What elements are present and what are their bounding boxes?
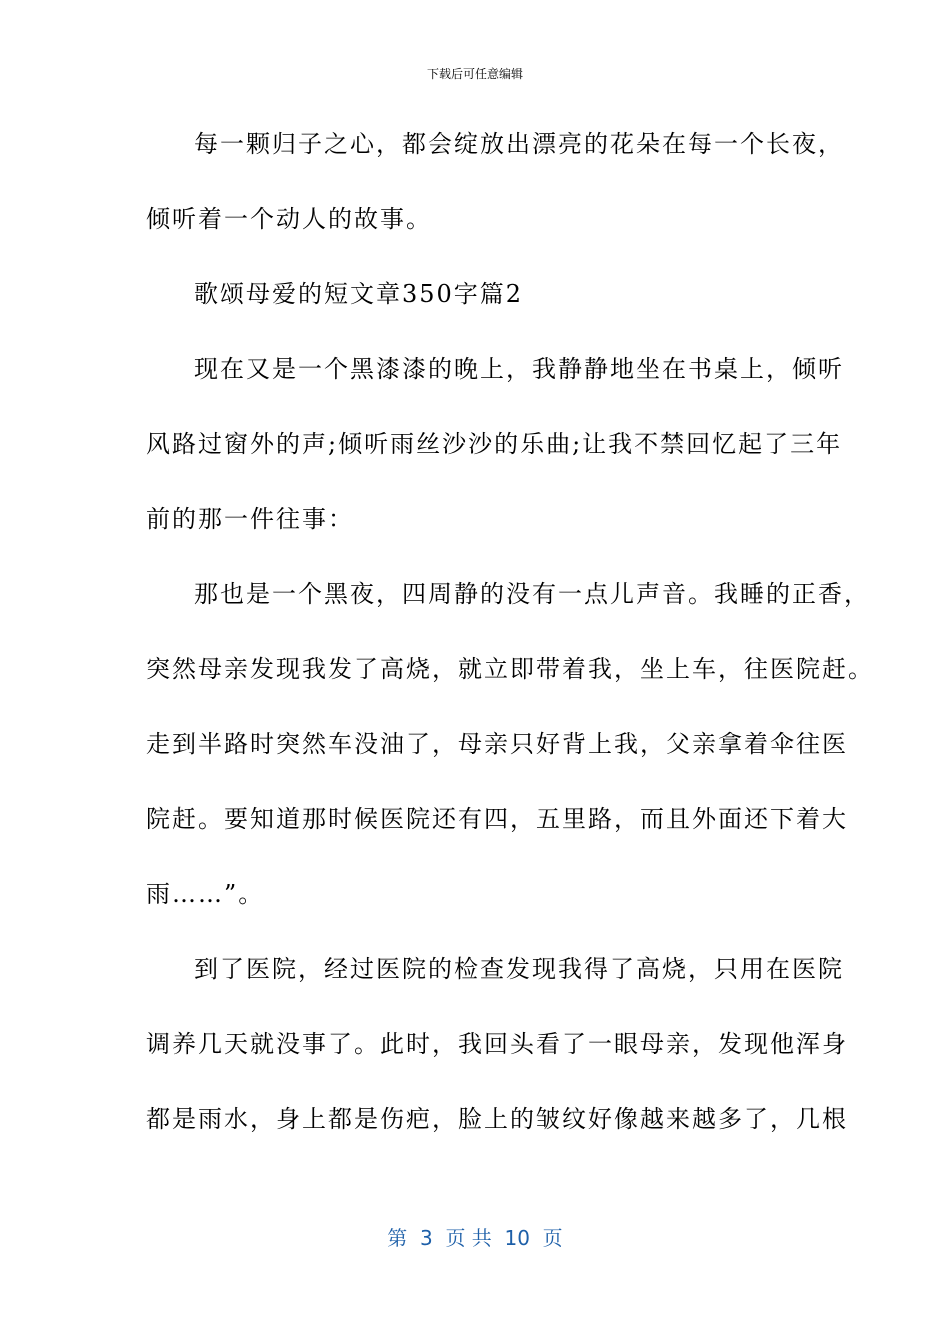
section-heading: 歌颂母爱的短文章350字篇2 bbox=[194, 280, 524, 308]
paragraph-line: 前的那一件往事： bbox=[146, 505, 354, 533]
body-text bbox=[146, 126, 874, 1176]
paragraph-line: 风路过窗外的声;倾听雨丝沙沙的乐曲;让我不禁回忆起了三年 bbox=[146, 430, 843, 458]
paragraph-line: 调养几天就没事了。此时，我回头看了一眼母亲，发现他浑身 bbox=[146, 1030, 848, 1058]
page-number-footer: 第 3 页 共 10 页 bbox=[387, 1226, 563, 1250]
paragraph-line: 走到半路时突然车没油了，母亲只好背上我，父亲拿着伞往医 bbox=[146, 730, 848, 758]
paragraph-line: 现在又是一个黑漆漆的晚上，我静静地坐在书桌上，倾听 bbox=[194, 355, 844, 383]
paragraph-line: 那也是一个黑夜，四周静的没有一点儿声音。我睡的正香， bbox=[194, 580, 870, 608]
paragraph-line: 院赶。要知道那时候医院还有四，五里路，而且外面还下着大 bbox=[146, 805, 848, 833]
paragraph-line: 到了医院，经过医院的检查发现我得了高烧，只用在医院 bbox=[194, 955, 844, 983]
header-note: 下载后可任意编辑 bbox=[426, 67, 523, 81]
paragraph-line: 突然母亲发现我发了高烧，就立即带着我，坐上车，往医院赶。 bbox=[146, 655, 874, 683]
paragraph-line: 雨……”。 bbox=[146, 880, 265, 908]
paragraph-line: 都是雨水，身上都是伤疤，脸上的皱纹好像越来越多了，几根 bbox=[146, 1105, 848, 1133]
paragraph-line: 倾听着一个动人的故事。 bbox=[146, 205, 432, 233]
paragraph-line: 每一颗归子之心，都会绽放出漂亮的花朵在每一个长夜， bbox=[194, 130, 844, 158]
